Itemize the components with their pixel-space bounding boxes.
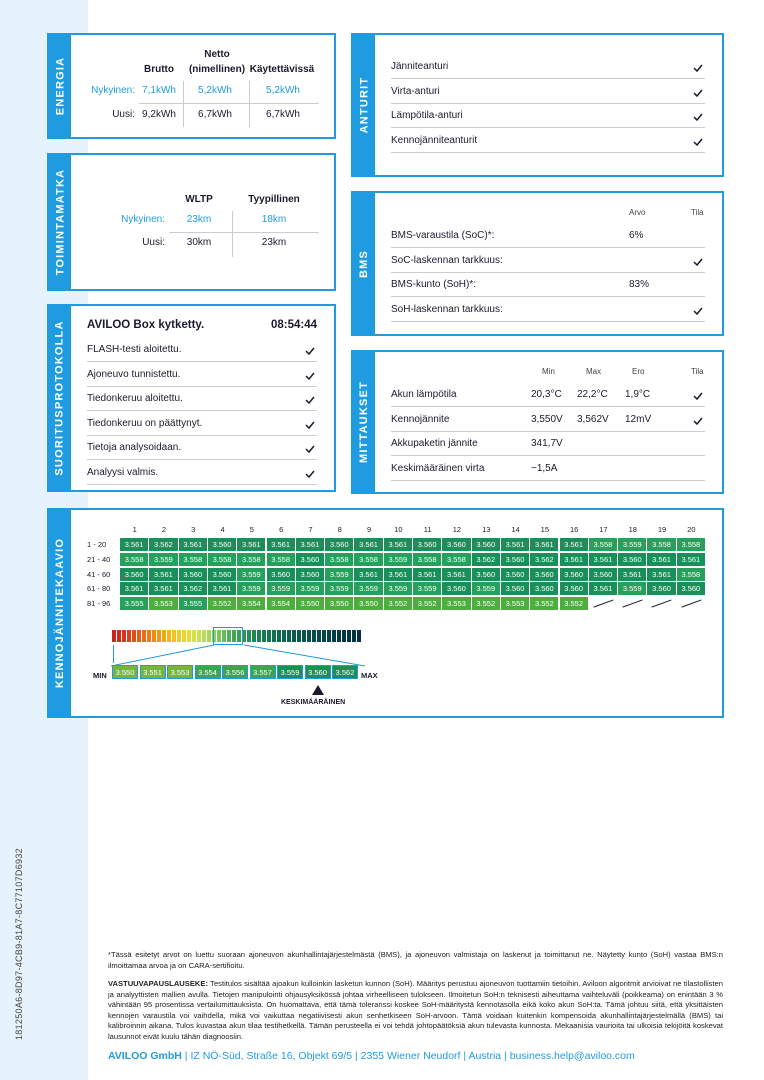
gradient-segment xyxy=(322,630,326,642)
range-new-typical: 23km xyxy=(261,237,287,248)
grid-col-header: 4 xyxy=(220,525,225,534)
check-icon xyxy=(305,470,315,478)
meas-row-max: 3,562V xyxy=(577,413,609,425)
grid-col-header: 16 xyxy=(569,525,579,534)
grid-cell: 3.560 xyxy=(120,568,148,581)
gradient-segment xyxy=(182,630,186,642)
grid-cell: 3.560 xyxy=(325,538,353,551)
grid-cell: 3.561 xyxy=(647,568,675,581)
meas-col-diff: Ero xyxy=(632,367,645,376)
grid-cell: 3.559 xyxy=(325,582,353,595)
measurements-card xyxy=(351,350,724,494)
grid-cell: 3.560 xyxy=(179,568,207,581)
grid-cell: 3.561 xyxy=(384,538,412,551)
gradient-segment xyxy=(317,630,321,642)
grid-cell: 3.560 xyxy=(472,538,500,551)
divider xyxy=(87,459,317,460)
range-new-label: Uusi: xyxy=(142,237,165,248)
range-cell: 3.560 xyxy=(305,665,331,679)
grid-col-header: 10 xyxy=(394,525,403,534)
gradient-segment xyxy=(307,630,311,642)
check-icon xyxy=(305,396,315,404)
divider xyxy=(391,406,705,407)
range-cell: 3.562 xyxy=(332,665,358,679)
gradient-segment xyxy=(152,630,156,642)
range-col-typical: Tyypillinen xyxy=(248,194,300,205)
grid-cell: 3.558 xyxy=(413,553,441,566)
protocol-step: FLASH-testi aloitettu. xyxy=(87,344,182,355)
bms-col-status: Tila xyxy=(691,208,704,217)
grid-cell: 3.561 xyxy=(589,582,617,595)
disclaimer xyxy=(108,979,723,1042)
protocol-tab: SUORITUSPROTOKOLLA xyxy=(49,306,71,490)
gradient-segment xyxy=(292,630,296,642)
grid-cell: 3.560 xyxy=(560,582,588,595)
check-icon xyxy=(693,113,703,121)
grid-cell: 3.558 xyxy=(237,553,265,566)
grid-cell: 3.559 xyxy=(618,538,646,551)
divider xyxy=(391,431,705,432)
meas-col-status: Tila xyxy=(691,367,704,376)
divider xyxy=(391,480,705,481)
meas-row-label: Akun lämpötila xyxy=(391,389,457,400)
grid-cell: 3.552 xyxy=(472,597,500,610)
meas-row-min: 20,3°C xyxy=(531,389,562,400)
grid-cell: 3.561 xyxy=(149,568,177,581)
grid-cell: 3.561 xyxy=(560,538,588,551)
grid-cell: 3.559 xyxy=(267,582,295,595)
grid-cell: 3.561 xyxy=(530,538,558,551)
grid-cell: 3.561 xyxy=(120,538,148,551)
gradient-segment xyxy=(302,630,306,642)
divider xyxy=(391,455,705,456)
sensor-item: Jänniteanturi xyxy=(391,61,449,72)
grid-cell: 3.561 xyxy=(677,553,705,566)
grid-empty-cell xyxy=(593,600,613,608)
meas-col-min: Min xyxy=(542,367,555,376)
energy-row-current-label: Nykyinen: xyxy=(91,85,135,96)
grid-cell: 3.561 xyxy=(208,582,236,595)
meas-row-min: 341,7V xyxy=(531,438,563,449)
meas-col-max: Max xyxy=(586,367,602,376)
gradient-segment xyxy=(262,630,266,642)
grid-cell: 3.561 xyxy=(179,538,207,551)
energy-tab: ENERGIA xyxy=(49,35,71,137)
grid-cell: 3.554 xyxy=(267,597,295,610)
divider xyxy=(391,296,705,297)
grid-cell: 3.558 xyxy=(442,553,470,566)
range-cell: 3.551 xyxy=(140,665,166,679)
grid-cell: 3.558 xyxy=(677,538,705,551)
grid-cell: 3.560 xyxy=(296,553,324,566)
grid-cell: 3.561 xyxy=(237,538,265,551)
meas-row-diff: 1,9°C xyxy=(625,389,651,400)
sensor-item: Virta-anturi xyxy=(391,85,440,97)
energy-col-brutto: Brutto xyxy=(144,64,174,75)
disclaimer-title: VASTUUVAPAUSLAUSEKE: xyxy=(108,979,208,988)
divider xyxy=(391,78,705,79)
grid-col-header: 6 xyxy=(279,525,284,534)
grid-cell: 3.560 xyxy=(208,538,236,551)
grid-col-header: 2 xyxy=(161,525,167,534)
gradient-segment xyxy=(337,630,341,642)
check-icon xyxy=(693,89,703,97)
range-current-wltp: 23km xyxy=(186,214,212,225)
protocol-step: Tietoja analysoidaan. xyxy=(87,442,182,454)
range-current-typical: 18km xyxy=(261,214,287,225)
gradient-segment xyxy=(272,630,276,642)
gradient-segment xyxy=(192,630,196,642)
grid-cell: 3.561 xyxy=(120,582,148,595)
grid-cell: 3.560 xyxy=(267,568,295,581)
grid-cell: 3.559 xyxy=(237,568,265,581)
check-icon xyxy=(305,372,315,380)
cell-voltage-tab: KENNOJÄNNITEKAAVIO xyxy=(49,510,71,716)
grid-cell: 3.561 xyxy=(442,568,470,581)
range-max-label: MAX xyxy=(361,671,378,680)
energy-current-netto: 5,2kWh xyxy=(198,85,232,96)
gradient-segment xyxy=(282,630,286,642)
gradient-segment xyxy=(202,630,206,642)
meas-row-max: 22,2°C xyxy=(577,389,608,400)
range-cell: 3.554 xyxy=(195,665,221,679)
grid-cell: 3.559 xyxy=(384,582,412,595)
divider xyxy=(391,272,705,273)
grid-cell: 3.552 xyxy=(384,597,412,610)
range-cell: 3.553 xyxy=(167,665,193,679)
average-label: KESKIMÄÄRÄINEN xyxy=(281,699,346,706)
grid-row-label: 21 - 40 xyxy=(87,554,111,564)
grid-col-header: 11 xyxy=(423,525,432,534)
protocol-step: Ajoneuvo tunnistettu. xyxy=(87,368,181,380)
energy-current-available: 5,2kWh xyxy=(266,85,300,96)
grid-col-header: 12 xyxy=(452,525,462,534)
grid-cell: 3.560 xyxy=(442,538,470,551)
grid-cell: 3.560 xyxy=(501,568,529,581)
grid-cell: 3.552 xyxy=(530,597,558,610)
grid-col-header: 3 xyxy=(191,525,196,534)
gradient-segment xyxy=(147,630,151,642)
sensors-card xyxy=(351,33,724,177)
gradient-segment xyxy=(287,630,291,642)
gradient-segment xyxy=(247,630,251,642)
gradient-segment xyxy=(342,630,346,642)
meas-row-label: Keskimääräinen virta xyxy=(391,462,485,474)
gradient-segment xyxy=(347,630,351,642)
gradient-segment xyxy=(332,630,336,642)
grid-cell: 3.558 xyxy=(267,553,295,566)
bms-row-label: BMS-kunto (SoH)*: xyxy=(391,279,477,290)
meas-row-label: Akkupaketin jännite xyxy=(391,438,478,449)
check-icon xyxy=(693,258,703,266)
grid-cell: 3.561 xyxy=(149,582,177,595)
grid-cell: 3.553 xyxy=(149,597,177,610)
grid-cell: 3.558 xyxy=(647,538,675,551)
gradient-segment xyxy=(257,630,261,642)
energy-col-netto-sub: (nimellinen) xyxy=(188,64,246,75)
grid-cell: 3.561 xyxy=(647,553,675,566)
grid-row-label: 1 - 20 xyxy=(87,540,107,549)
grid-cell: 3.561 xyxy=(501,538,529,551)
gradient-segment xyxy=(112,630,116,642)
bms-row-value: 6% xyxy=(629,230,644,241)
meas-row-min: 3,550V xyxy=(531,413,563,425)
grid-cell: 3.561 xyxy=(267,538,295,551)
gradient-segment xyxy=(187,630,191,642)
grid-cell: 3.560 xyxy=(618,553,646,566)
grid-col-header: 5 xyxy=(249,525,254,534)
grid-col-header: 8 xyxy=(337,525,342,534)
bms-card xyxy=(351,191,724,336)
gradient-segment xyxy=(357,630,361,642)
grid-col-header: 1 xyxy=(132,525,137,534)
energy-current-brutto: 7,1kWh xyxy=(142,85,176,96)
grid-cell: 3.562 xyxy=(530,553,558,566)
grid-cell: 3.550 xyxy=(325,597,353,610)
bms-row-label: SoH-laskennan tarkkuus: xyxy=(391,303,503,315)
grid-col-header: 18 xyxy=(628,525,637,534)
grid-cell: 3.552 xyxy=(560,597,588,610)
divider xyxy=(87,361,317,362)
grid-cell: 3.561 xyxy=(618,568,646,581)
grid-cell: 3.561 xyxy=(296,538,324,551)
gradient-segment xyxy=(352,630,356,642)
divider xyxy=(87,410,317,411)
gradient-segment xyxy=(137,630,141,642)
sensor-item: Lämpötila-anturi xyxy=(391,110,463,121)
grid-cell: 3.560 xyxy=(296,568,324,581)
grid-cell: 3.550 xyxy=(296,597,324,610)
grid-cell: 3.560 xyxy=(501,582,529,595)
grid-cell: 3.561 xyxy=(413,568,441,581)
grid-cell: 3.561 xyxy=(560,553,588,566)
grid-cell: 3.560 xyxy=(677,582,705,595)
disclaimer-text: Testitulos sisältää ajoakun kulloinkin lasketun kunnon (SoH). Määritys perustuu ajoneuvon tuottamiin tietoihin. Aviloon algoritmit arvioivat ne tilastollisten ja analyyttisten mallien avulla. Tietojen manipulointi ohjausyksikössä johtaa virheelliseen tulokseen. Ilmoitetun SoH:n teknisesti aiheuttama vaihteluväli (poikkeama) on enintään 3 % vähintään 95 prosentissa vertailumittauksista. On huomattava, että tämä toleranssi koskee SoH-määritystä kennotasolla eikä koko akun SoH:ta. Tämä johtuu siitä, että yksittäisten kennojen varaustila voi vaihdella, mikä voi vaikuttaa negatiivisesti akun senhetkiseen SoH-arvoon. Tämä voidaan kuitenkin kompensoida akunhallintajärjestelmällä (BMS) tai kalibroinnin aikana. Tulos kuvastaa akun tilaa testihetkellä. Tämän perusteella ei voi tehdä johtopäätöksiä akun tulevasta kunnosta. Mekaanisia vaurioita tai ulkoisia tekijöitä koskevat lausunnot eivät kuulu tähän diagnoosiin. xyxy=(108,979,723,1041)
gradient-segment xyxy=(207,630,211,642)
energy-card xyxy=(47,33,336,139)
gradient-segment xyxy=(127,630,131,642)
grid-cell: 3.558 xyxy=(354,553,382,566)
grid-cell: 3.558 xyxy=(677,568,705,581)
grid-cell: 3.561 xyxy=(354,538,382,551)
energy-new-netto: 6,7kWh xyxy=(198,109,232,120)
grid-cell: 3.559 xyxy=(296,582,324,595)
grid-col-header: 20 xyxy=(687,525,696,534)
gradient-segment xyxy=(277,630,281,642)
grid-cell: 3.558 xyxy=(179,553,207,566)
range-new-wltp: 30km xyxy=(186,237,212,248)
gradient-segment xyxy=(122,630,126,642)
gradient-segment xyxy=(297,630,301,642)
grid-cell: 3.559 xyxy=(325,568,353,581)
grid-row-label: 81 - 96 xyxy=(87,599,111,609)
cell-voltage-card xyxy=(47,508,724,718)
range-cell: 3.556 xyxy=(222,665,248,679)
range-tab: TOIMINTAMATKA xyxy=(49,155,71,289)
meas-row-label: Kennojännite xyxy=(391,413,450,425)
bms-tab: BMS xyxy=(353,193,375,334)
protocol-step: Analyysi valmis. xyxy=(87,467,159,478)
grid-cell: 3.560 xyxy=(647,582,675,595)
grid-cell: 3.554 xyxy=(237,597,265,610)
footer-address: | IZ NÖ-Süd, Straße 16, Objekt 69/5 | 2355 Wiener Neudorf | Austria | business.help@aviloo.com xyxy=(181,1050,635,1062)
protocol-step: Tiedonkeruu aloitettu. xyxy=(87,393,183,405)
grid-cell: 3.558 xyxy=(589,538,617,551)
grid-empty-cell xyxy=(681,600,701,608)
range-cell: 3.559 xyxy=(277,665,303,679)
grid-cell: 3.562 xyxy=(149,538,177,551)
grid-cell: 3.560 xyxy=(589,568,617,581)
gradient-highlight xyxy=(213,627,243,645)
bms-row-value: 83% xyxy=(629,279,650,290)
range-current-label: Nykyinen: xyxy=(121,214,165,225)
grid-cell: 3.555 xyxy=(179,597,207,610)
grid-row-label: 41 - 60 xyxy=(87,569,111,579)
gradient-segment xyxy=(132,630,136,642)
grid-row-label: 61 - 80 xyxy=(87,584,111,594)
sensors-tab: ANTURIT xyxy=(353,35,375,175)
divider xyxy=(391,321,705,322)
divider xyxy=(87,435,317,436)
grid-cell: 3.559 xyxy=(149,553,177,566)
grid-cell: 3.559 xyxy=(354,582,382,595)
grid-cell: 3.560 xyxy=(530,568,558,581)
meas-row-min: −1,5A xyxy=(531,462,558,474)
energy-col-kaytettavissa: Käytettävissä xyxy=(249,64,315,75)
energy-new-available: 6,7kWh xyxy=(266,109,300,120)
grid-cell: 3.560 xyxy=(472,568,500,581)
check-icon xyxy=(693,392,703,400)
grid-col-header: 19 xyxy=(657,525,667,534)
protocol-time: 08:54:44 xyxy=(271,319,318,331)
grid-col-header: 15 xyxy=(540,525,549,534)
range-cell: 3.557 xyxy=(250,665,276,679)
gradient-segment xyxy=(252,630,256,642)
grid-cell: 3.552 xyxy=(413,597,441,610)
gradient-segment xyxy=(157,630,161,642)
grid-col-header: 7 xyxy=(308,525,313,534)
grid-cell: 3.559 xyxy=(384,553,412,566)
grid-cell: 3.559 xyxy=(472,582,500,595)
grid-empty-cell xyxy=(652,600,672,608)
divider xyxy=(391,103,705,104)
grid-cell: 3.560 xyxy=(530,582,558,595)
protocol-title: AVILOO Box kytketty. xyxy=(87,319,205,331)
footer-company: AVILOO GmbH xyxy=(108,1050,182,1062)
energy-col-netto: Netto xyxy=(204,49,230,60)
grid-cell: 3.553 xyxy=(501,597,529,610)
grid-cell: 3.550 xyxy=(354,597,382,610)
divider xyxy=(391,247,705,248)
grid-cell: 3.561 xyxy=(384,568,412,581)
check-icon xyxy=(693,417,703,425)
grid-cell: 3.560 xyxy=(501,553,529,566)
gradient-segment xyxy=(267,630,271,642)
gradient-segment xyxy=(162,630,166,642)
divider xyxy=(87,484,317,485)
grid-col-header: 9 xyxy=(366,525,372,534)
grid-empty-cell xyxy=(623,600,643,608)
check-icon xyxy=(305,347,315,355)
grid-cell: 3.559 xyxy=(618,582,646,595)
check-icon xyxy=(693,138,703,146)
grid-cell: 3.555 xyxy=(120,597,148,610)
bms-col-value: Arvo xyxy=(629,208,646,217)
measurements-tab: MITTAUKSET xyxy=(353,352,375,492)
check-icon xyxy=(305,445,315,453)
grid-cell: 3.560 xyxy=(560,568,588,581)
grid-cell: 3.561 xyxy=(354,568,382,581)
gradient-segment xyxy=(327,630,331,642)
range-min-label: MIN xyxy=(93,671,107,680)
protocol-card xyxy=(47,304,336,492)
gradient-segment xyxy=(312,630,316,642)
gradient-segment xyxy=(117,630,121,642)
energy-new-brutto: 9,2kWh xyxy=(142,109,176,120)
check-icon xyxy=(693,64,703,72)
grid-cell: 3.562 xyxy=(472,553,500,566)
document-id: 181250A6-8D97-4CB9-81A7-8C7710​7D6932 xyxy=(14,848,24,1040)
footer xyxy=(108,1050,635,1062)
grid-cell: 3.558 xyxy=(325,553,353,566)
check-icon xyxy=(693,307,703,315)
bms-row-label: SoC-laskennan tarkkuus: xyxy=(391,254,503,266)
grid-cell: 3.553 xyxy=(442,597,470,610)
gradient-segment xyxy=(172,630,176,642)
range-col-wltp: WLTP xyxy=(185,194,213,205)
bms-row-label: BMS-varaustila (SoC)*: xyxy=(391,230,495,241)
grid-col-header: 14 xyxy=(511,525,520,534)
energy-row-new-label: Uusi: xyxy=(112,109,135,120)
grid-cell: 3.552 xyxy=(208,597,236,610)
gradient-segment xyxy=(197,630,201,642)
protocol-step: Tiedonkeruu on päättynyt. xyxy=(87,417,203,429)
grid-cell: 3.559 xyxy=(237,582,265,595)
divider xyxy=(391,152,705,153)
divider xyxy=(87,386,317,387)
gradient-segment xyxy=(177,630,181,642)
grid-cell: 3.558 xyxy=(208,553,236,566)
grid-col-header: 17 xyxy=(599,525,608,534)
range-cell: 3.550 xyxy=(112,665,138,679)
average-marker-icon xyxy=(312,685,324,695)
grid-cell: 3.560 xyxy=(208,568,236,581)
footnote: *Tässä esitetyt arvot on luettu suoraan ajoneuvon akunhallintajärjestelmästä (BMS), ja ajoneuvon valmistaja on laskenut ja toimittanut ne. Näytetty kunto (SoH) vastaa BMS:n ilmoittamaa arvoa ja on CARA-sertifioitu. xyxy=(108,950,723,970)
divider xyxy=(391,127,705,128)
grid-cell: 3.560 xyxy=(442,582,470,595)
grid-cell: 3.562 xyxy=(179,582,207,595)
grid-cell: 3.560 xyxy=(413,538,441,551)
sensor-item: Kennojänniteanturit xyxy=(391,134,478,146)
meas-row-diff: 12mV xyxy=(625,413,652,425)
grid-col-header: 13 xyxy=(482,525,491,534)
grid-cell: 3.559 xyxy=(413,582,441,595)
range-card xyxy=(47,153,336,291)
grid-cell: 3.558 xyxy=(120,553,148,566)
gradient-segment xyxy=(167,630,171,642)
grid-cell: 3.561 xyxy=(589,553,617,566)
gradient-segment xyxy=(142,630,146,642)
check-icon xyxy=(305,421,315,429)
